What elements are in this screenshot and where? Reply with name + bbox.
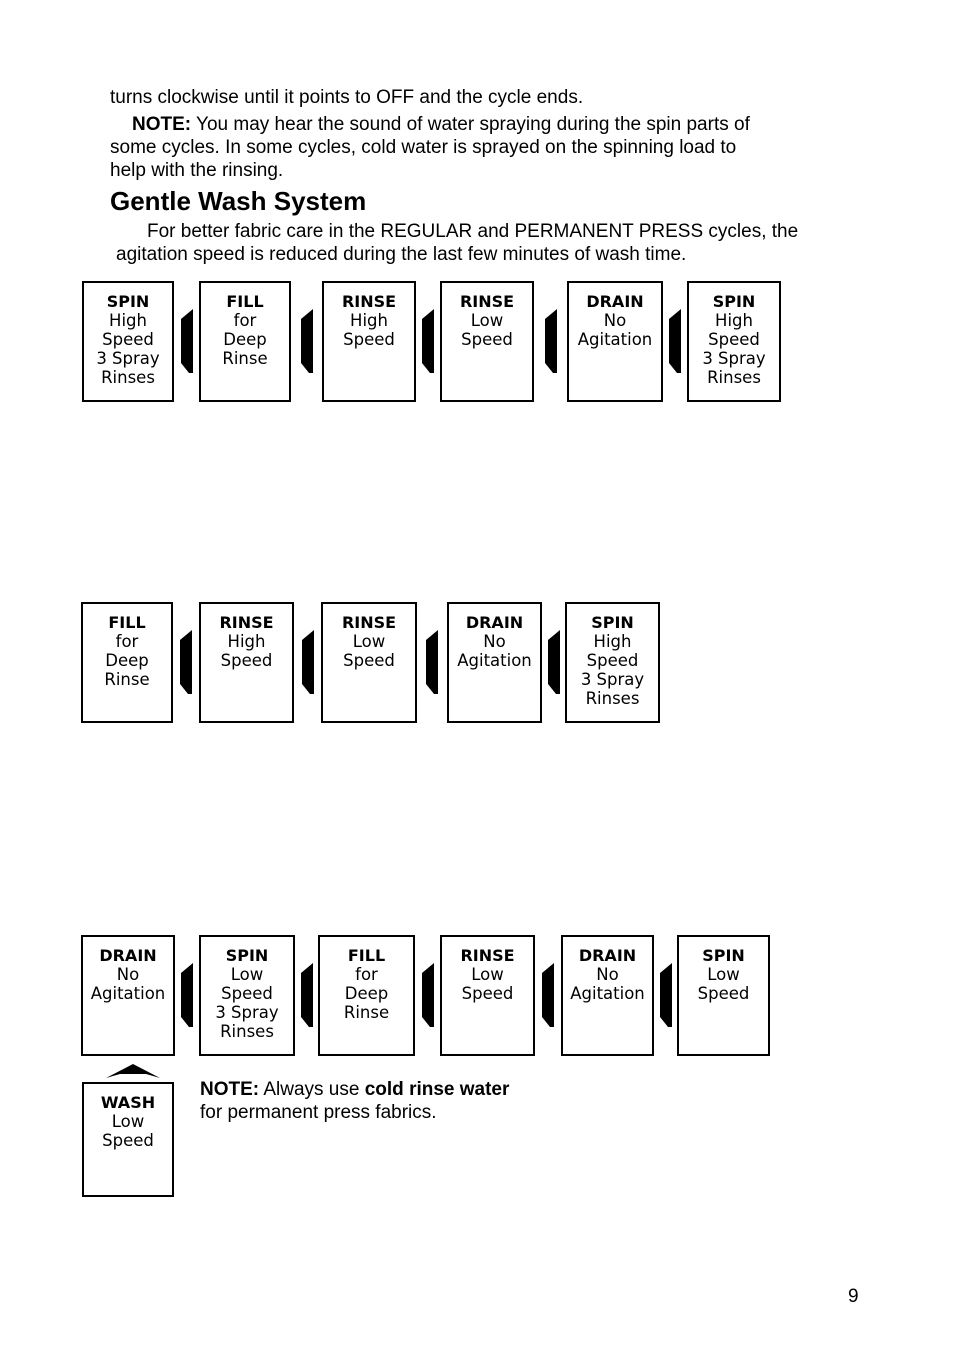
wash-step-title: WASH <box>100 1093 156 1112</box>
flow-arrow-icon <box>542 963 554 1027</box>
wash-step-box <box>82 1082 174 1197</box>
cycle-step-line: Speed <box>461 330 513 349</box>
bottom-note-line-2: for permanent press fabrics. <box>200 1102 437 1123</box>
cycle-step-line: High <box>350 311 388 330</box>
cycle-step-line: Speed <box>697 984 750 1003</box>
flow-arrow-icon <box>301 963 313 1027</box>
cycle-step-title: SPIN <box>702 946 745 965</box>
flow-arrow-icon <box>181 309 193 373</box>
cycle-step-line: High <box>715 311 753 330</box>
cycle-step-line: High <box>593 632 632 651</box>
cycle-step-line: Speed <box>102 330 154 349</box>
flow-arrow-icon <box>422 963 434 1027</box>
note-line-2: some cycles. In some cycles, cold water is sprayed on the spinning load to <box>110 137 737 158</box>
up-arrow-icon <box>104 1060 162 1082</box>
cycle-step-line: Speed <box>343 651 395 670</box>
cycle-step-title: RINSE <box>459 292 515 311</box>
section-para-line-1: For better fabric care in the REGULAR and PERMANENT PRESS cycles, the <box>147 221 799 242</box>
cycle-step-title: DRAIN <box>586 292 644 311</box>
note-text-1: You may hear the sound of water spraying during the spin parts of <box>196 114 750 135</box>
cycle-step-line: Rinses <box>585 689 640 708</box>
cycle-step-line: 3 Spray <box>96 349 160 368</box>
cycle-step-line: Speed <box>586 651 639 670</box>
cycle-step-title: SPIN <box>712 292 756 311</box>
cycle-step-title: SPIN <box>225 946 269 965</box>
note-label: NOTE: <box>132 114 192 135</box>
cycle-step-line: Deep <box>223 330 267 349</box>
flow-arrow-icon <box>660 963 672 1027</box>
page-number: 9 <box>848 1286 859 1307</box>
cycle-step-line: Speed <box>461 984 514 1003</box>
cycle-step-line: Rinses <box>707 368 761 387</box>
cycle-step-title: RINSE <box>460 946 515 965</box>
cycle-step-line: No <box>596 965 619 984</box>
cycle-step-line: High <box>109 311 147 330</box>
cycle-step-line: Speed <box>343 330 395 349</box>
cycle-step-title: FILL <box>108 613 146 632</box>
cycle-step-line: for <box>233 311 257 330</box>
cycle-step-line: No <box>603 311 627 330</box>
cycle-step-line: for <box>115 632 139 651</box>
cycle-step-line: Rinses <box>101 368 155 387</box>
cycle-step-box <box>318 935 415 1056</box>
intro-line: turns clockwise until it points to OFF and the cycle ends. <box>110 87 584 108</box>
cycle-step-line: Deep <box>105 651 149 670</box>
cycle-step-line: 3 Spray <box>580 670 645 689</box>
bottom-note-text: Always use <box>263 1079 360 1100</box>
cycle-step-box <box>440 281 534 402</box>
flow-arrow-icon <box>301 309 313 373</box>
cycle-step-box <box>565 602 660 723</box>
cycle-step-line: Low <box>470 311 504 330</box>
cycle-step-line: Rinse <box>222 349 268 368</box>
cycle-step-line: Low <box>707 965 740 984</box>
flow-arrow-icon <box>545 309 557 373</box>
cycle-step-line: Agitation <box>570 984 645 1003</box>
cycle-step-box <box>322 281 416 402</box>
cycle-step-line: Speed <box>708 330 760 349</box>
cycle-step-title: DRAIN <box>578 946 637 965</box>
cycle-step-box <box>81 935 175 1056</box>
cycle-step-line: Rinses <box>220 1022 274 1041</box>
cycle-step-box <box>199 281 291 402</box>
cycle-step-line: Low <box>471 965 504 984</box>
cycle-step-line: Low <box>230 965 264 984</box>
cycle-step-line: No <box>116 965 140 984</box>
cycle-step-line: 3 Spray <box>702 349 766 368</box>
cycle-step-line: Agitation <box>90 984 166 1003</box>
cycle-step-line: Speed <box>221 984 273 1003</box>
cycle-step-line: Agitation <box>457 651 532 670</box>
note-line-1 <box>132 113 750 137</box>
cycle-step-title: DRAIN <box>465 613 524 632</box>
cycle-step-line: High <box>227 632 266 651</box>
flow-arrow-icon <box>426 630 438 694</box>
flow-arrow-icon <box>180 630 192 694</box>
cycle-step-title: FILL <box>226 292 264 311</box>
section-para-line-2: agitation speed is reduced during the last few minutes of wash time. <box>116 244 687 265</box>
cycle-step-box <box>321 602 417 723</box>
cycle-step-title: FILL <box>347 946 386 965</box>
cycle-step-line: Agitation <box>577 330 653 349</box>
cycle-step-line: No <box>483 632 506 651</box>
wash-step-line-1: Low <box>111 1112 145 1131</box>
cycle-step-line: 3 Spray <box>215 1003 279 1022</box>
cycle-step-box <box>447 602 542 723</box>
cycle-step-box <box>199 602 294 723</box>
wash-step-line-2: Speed <box>102 1131 154 1150</box>
cycle-step-line: Deep <box>344 984 389 1003</box>
cycle-step-title: SPIN <box>591 613 634 632</box>
bottom-note-emphasis: cold rinse water <box>364 1079 510 1100</box>
cycle-step-box <box>677 935 770 1056</box>
flow-arrow-icon <box>669 309 681 373</box>
cycle-step-line: Low <box>352 632 386 651</box>
flow-arrow-icon <box>302 630 314 694</box>
flow-arrow-icon <box>422 309 434 373</box>
cycle-step-box <box>687 281 781 402</box>
bottom-note-label: NOTE: <box>200 1079 260 1100</box>
flow-arrow-icon <box>548 630 560 694</box>
cycle-step-line: for <box>355 965 378 984</box>
cycle-step-line: Speed <box>220 651 273 670</box>
cycle-step-box <box>567 281 663 402</box>
cycle-step-title: RINSE <box>341 613 397 632</box>
cycle-step-box <box>82 281 174 402</box>
cycle-step-line: Rinse <box>343 1003 390 1022</box>
section-heading: Gentle Wash System <box>110 186 367 216</box>
cycle-step-box <box>561 935 654 1056</box>
cycle-step-title: DRAIN <box>99 946 157 965</box>
cycle-step-title: SPIN <box>106 292 150 311</box>
cycle-step-title: RINSE <box>219 613 274 632</box>
cycle-step-box <box>440 935 535 1056</box>
cycle-step-box <box>199 935 295 1056</box>
cycle-step-title: RINSE <box>341 292 397 311</box>
note-line-3: help with the rinsing. <box>110 160 284 181</box>
cycle-step-box <box>81 602 173 723</box>
cycle-step-line: Rinse <box>104 670 150 689</box>
flow-arrow-icon <box>181 963 193 1027</box>
bottom-note-line-1 <box>200 1078 509 1102</box>
